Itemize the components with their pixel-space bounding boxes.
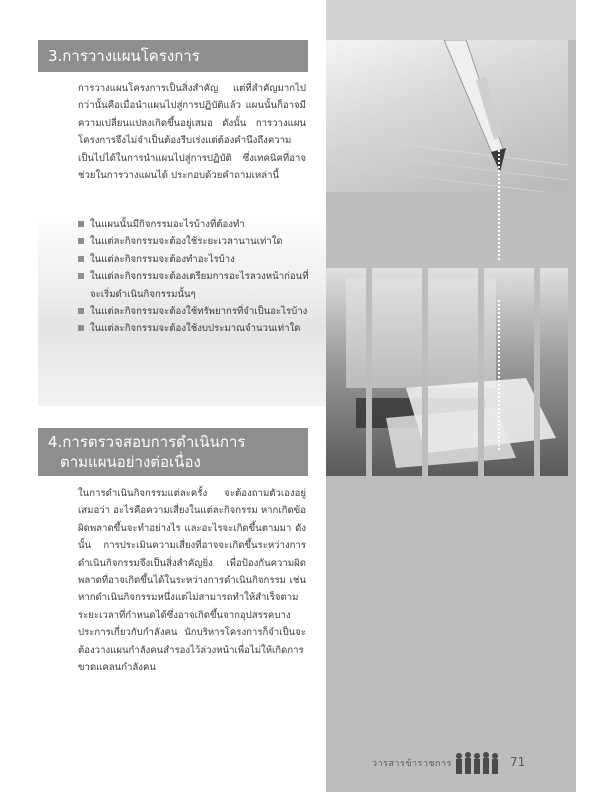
page-footer (372, 752, 552, 776)
bullet-square-icon (78, 308, 84, 314)
bullet-square-icon (78, 325, 84, 331)
pen-illustration (326, 40, 568, 192)
section-3-title: 3.การวางแผนโครงการ (48, 47, 200, 65)
page-number: 71 (510, 755, 526, 769)
section-3-heading (38, 40, 308, 72)
section-3-paragraph: การวางแผนโครงการเป็นสิ่งสำคัญ แต่ที่สำคัญมากไปกว่านั้นคือเมื่อนำแผนไปสู่การปฏิบัติแล้ว แผนนั้นก็อาจมีความเปลี่ยนแปลงเกิดขึ้นอยู่เสมอ ดังนั้น การวางแผนโครงการจึงไม่จำเป็นต้องรีบเร่งแต่ต้องคำนึงถึงความเป็นไปได้ในการนำแผนไปสู่การปฏิบัติ ซึ่งเทคนิคที่อาจช่วยในการวางแผนได้ ประกอบด้วยคำถามเหล่านี้ (78, 83, 306, 182)
dotted-line (498, 300, 500, 450)
bullet-item: ในแต่ละกิจกรรมจะต้องเตรียมการอะไรลวงหน้าก่อนที่จะเริ่มดำเนินกิจกรรมนั้นๆ (78, 268, 314, 303)
section-4-title-line-1: 4.การตรวจสอบการดำเนินการ (48, 433, 246, 451)
bullet-item: ในแผนนั้นมีกิจกรรมอะไรบ้างที่ต้องทำ (78, 216, 314, 233)
bullet-square-icon (78, 256, 84, 262)
bullet-square-icon (78, 273, 84, 279)
bullet-item: ในแต่ละกิจกรรมจะต้องใช้ทรัพยากรที่จำเป็นอะไรบ้าง (78, 303, 314, 320)
section-4-paragraph: ในการดำเนินกิจกรรมแต่ละครั้ง จะต้องถามตัวเองอยู่เสมอว่า อะไรคือความเสี่ยงในแต่ละกิจกรรม หากเกิดข้อผิดพลาดขึ้นจะทำอย่างไร และอะไรจะเกิดขึ้นตามมา ดังนั้น การประเมินความเสี่ยงที่อาจจะเกิดขึ้นระหว่างการดำเนินกิจกรรมจึงเป็นสิ่งสำคัญยิ่ง เพื่อป้องกันความผิดพลาดที่อาจเกิดขึ้นได้ในระหว่างการดำเนินกิจกรรม เช่น หากดำเนินกิจกรรมหนึ่งแต่ไม่สามารถทำให้สำเร็จตามระยะเวลาที่กำหนดได้ซึ่งอาจเกิดขึ้นจากอุปสรรคบางประการเกี่ยวกับกำลังคน นักบริหารโครงการก็จำเป็นจะต้องวางแผนกำลังคนสำรองไว้ล่วงหน้าเพื่อไม่ให้เกิดการขาดแคลนกำลังคน (78, 488, 306, 674)
bullet-item: ในแต่ละกิจกรรมจะต้องใช้งบประมาณจำนวนเท่าใด (78, 320, 314, 337)
journal-name: วารสารข้าราชการ (372, 759, 452, 769)
strip-gap (478, 268, 484, 476)
bullet-square-icon (78, 238, 84, 244)
strip-gap (422, 268, 428, 476)
section-3-bullet-list (78, 216, 314, 338)
right-column-top-band (326, 0, 576, 40)
bullet-item: ในแต่ละกิจกรรมจะต้องใช้ระยะเวลานานเท่าใด (78, 233, 314, 250)
dotted-line (498, 150, 500, 260)
desk-illustration (326, 268, 568, 476)
section-4-title-line-2: ตามแผนอย่างต่อเนื่อง (60, 453, 201, 471)
people-silhouette-icon (454, 752, 504, 776)
bullet-item: ในแต่ละกิจกรรมจะต้องทำอะไรบ้าง (78, 251, 314, 268)
section-4-heading (38, 428, 308, 476)
pen-photo (326, 40, 568, 192)
strip-gap (534, 268, 540, 476)
strip-gap (366, 268, 372, 476)
bullet-square-icon (78, 221, 84, 227)
desk-photo (326, 268, 568, 476)
